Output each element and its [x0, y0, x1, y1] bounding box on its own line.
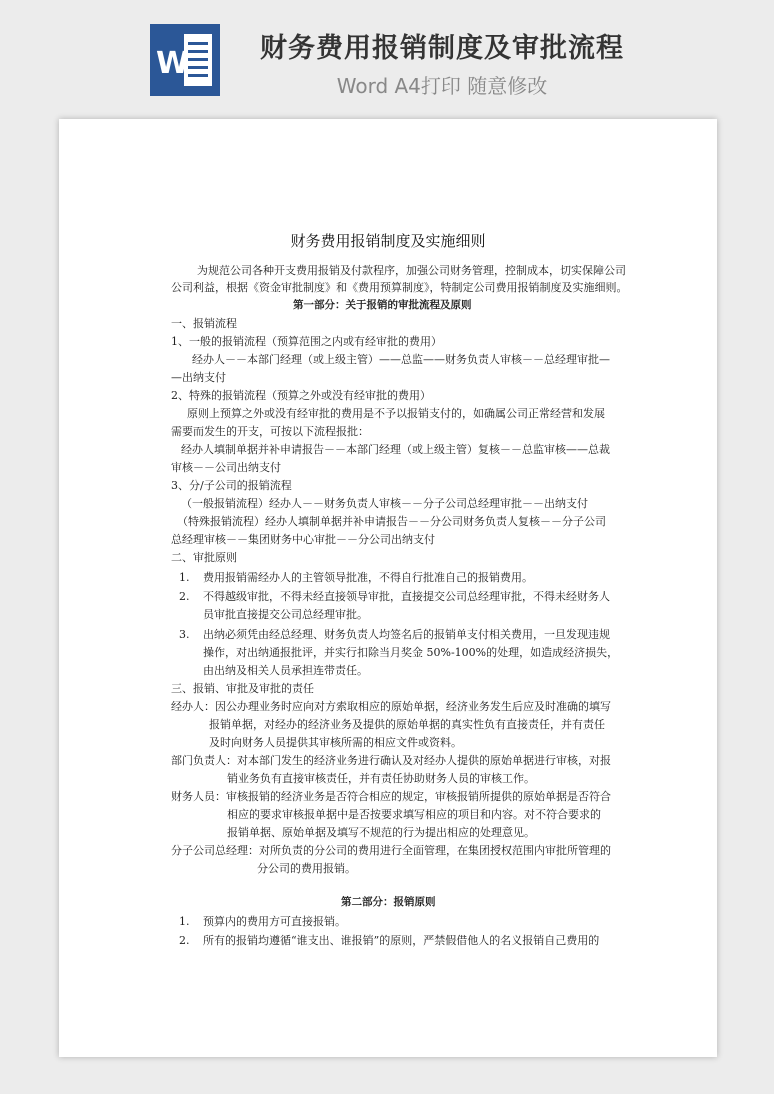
list-item: 费用报销需经办人的主管领导批准，不得自行批准自己的报销费用。 — [203, 571, 533, 584]
paragraph-line: （一般报销流程）经办人－－财务负责人审核－－分子公司总经理审批－－出纳支付 — [181, 497, 588, 510]
paragraph-line: 总经理审核－－集团财务中心审批－－分公司出纳支付 — [171, 533, 435, 546]
paragraph-line: 分公司的费用报销。 — [257, 862, 356, 875]
header-banner — [0, 0, 774, 112]
paragraph-line: 及时向财务人员提供其审核所需的相应文件或资料。 — [209, 736, 462, 749]
paragraph-line: 报销单据，对经办的经济业务及提供的原始单据的真实性负有直接责任，并有责任 — [209, 718, 605, 731]
list-item: 不得越级审批，不得未经直接领导审批，直接提交公司总经理审批，不得未经财务人 — [203, 590, 610, 603]
paragraph-line: 经办人填制单据并补申请报告－－本部门经理（或上级主管）复核－－总监审核——总裁 — [181, 443, 610, 456]
paragraph-line: 相应的要求审核报单据中是否按要求填写相应的项目和内容。对不符合要求的 — [227, 808, 601, 821]
word-icon — [150, 24, 220, 96]
list-number: 2. — [179, 590, 190, 603]
paragraph-line: 1、一般的报销流程（预算范围之内或有经审批的费用） — [171, 335, 442, 348]
list-number: 2. — [179, 934, 190, 947]
paragraph-line: （特殊报销流程）经办人填制单据并补申请报告－－分公司财务负责人复核－－分子公司 — [177, 515, 606, 528]
paragraph-line: 需要而发生的开支，可按以下流程报批： — [171, 425, 369, 438]
list-item: 出纳必须凭由经总经理、财务负责人均签名后的报销单支付相关费用，一旦发现违规 — [203, 628, 610, 641]
list-number: 1. — [179, 915, 190, 928]
banner-title: 财务费用报销制度及审批流程 — [260, 33, 624, 64]
list-number: 1. — [179, 571, 190, 584]
list-item: 预算内的费用方可直接报销。 — [203, 915, 346, 928]
banner-subtitle: Word A4打印 随意修改 — [336, 74, 548, 98]
paragraph-line: 报销单据、原始单据及填写不规范的行为提出相应的处理意见。 — [227, 826, 535, 839]
paragraph-line: 3、分/子公司的报销流程 — [171, 479, 292, 492]
section-heading: 第二部分：报销原则 — [341, 896, 436, 908]
paragraph-line: 销业务负有直接审核责任，并有责任协助财务人员的审核工作。 — [227, 772, 535, 785]
paragraph-line: 财务人员：审核报销的经济业务是否符合相应的规定，审核报销所提供的原始单据是否符合 — [171, 790, 611, 803]
list-item: 操作，对出纳通报批评，并实行扣除当月奖金 50%-100%的处理，如造成经济损失， — [203, 646, 619, 659]
paragraph-line: —出纳支付 — [171, 371, 226, 384]
paragraph-line: 审核－－公司出纳支付 — [171, 461, 281, 474]
paragraph-line: 经办人：因公办理业务时应向对方索取相应的原始单据，经济业务发生后应及时准确的填写 — [171, 700, 611, 713]
list-item: 由出纳及相关人员承担连带责任。 — [203, 664, 368, 677]
document-page — [59, 119, 717, 1057]
heading-line: 二、审批原则 — [171, 551, 237, 564]
list-number: 3. — [179, 628, 190, 641]
section-heading: 第一部分：关于报销的审批流程及原则 — [293, 299, 472, 311]
paragraph-line: 分子公司总经理：对所负责的分公司的费用进行全面管理，在集团授权范围内审批所管理的 — [171, 844, 611, 857]
paragraph-line: 部门负责人：对本部门发生的经济业务进行确认及对经办人提供的原始单据进行审核，对报 — [171, 754, 611, 767]
list-item: 所有的报销均遵循“谁支出、谁报销”的原则，严禁假借他人的名义报销自己费用的 — [203, 934, 600, 947]
paragraph-line: 2、特殊的报销流程（预算之外或没有经审批的费用） — [171, 389, 431, 402]
list-item: 员审批直接提交公司总经理审批。 — [203, 608, 368, 621]
paragraph-line: 原则上预算之外或没有经审批的费用是不予以报销支付的，如确属公司正常经营和发展 — [187, 407, 605, 420]
heading-line: 一、报销流程 — [171, 317, 237, 330]
heading-line: 三、报销、审批及审批的责任 — [171, 682, 314, 695]
document-title: 财务费用报销制度及实施细则 — [290, 232, 486, 250]
paragraph-line: 公司利益，根据《资金审批制度》和《费用预算制度》，特制定公司费用报销制度及实施细则。 — [171, 281, 628, 294]
paragraph-line: 为规范公司各种开支费用报销及付款程序，加强公司财务管理，控制成本，切实保障公司 — [197, 264, 626, 277]
word-icon-letter: W — [156, 46, 190, 81]
paragraph-line: 经办人－－本部门经理（或上级主管）——总监——财务负责人审核－－总经理审批— — [192, 353, 610, 366]
